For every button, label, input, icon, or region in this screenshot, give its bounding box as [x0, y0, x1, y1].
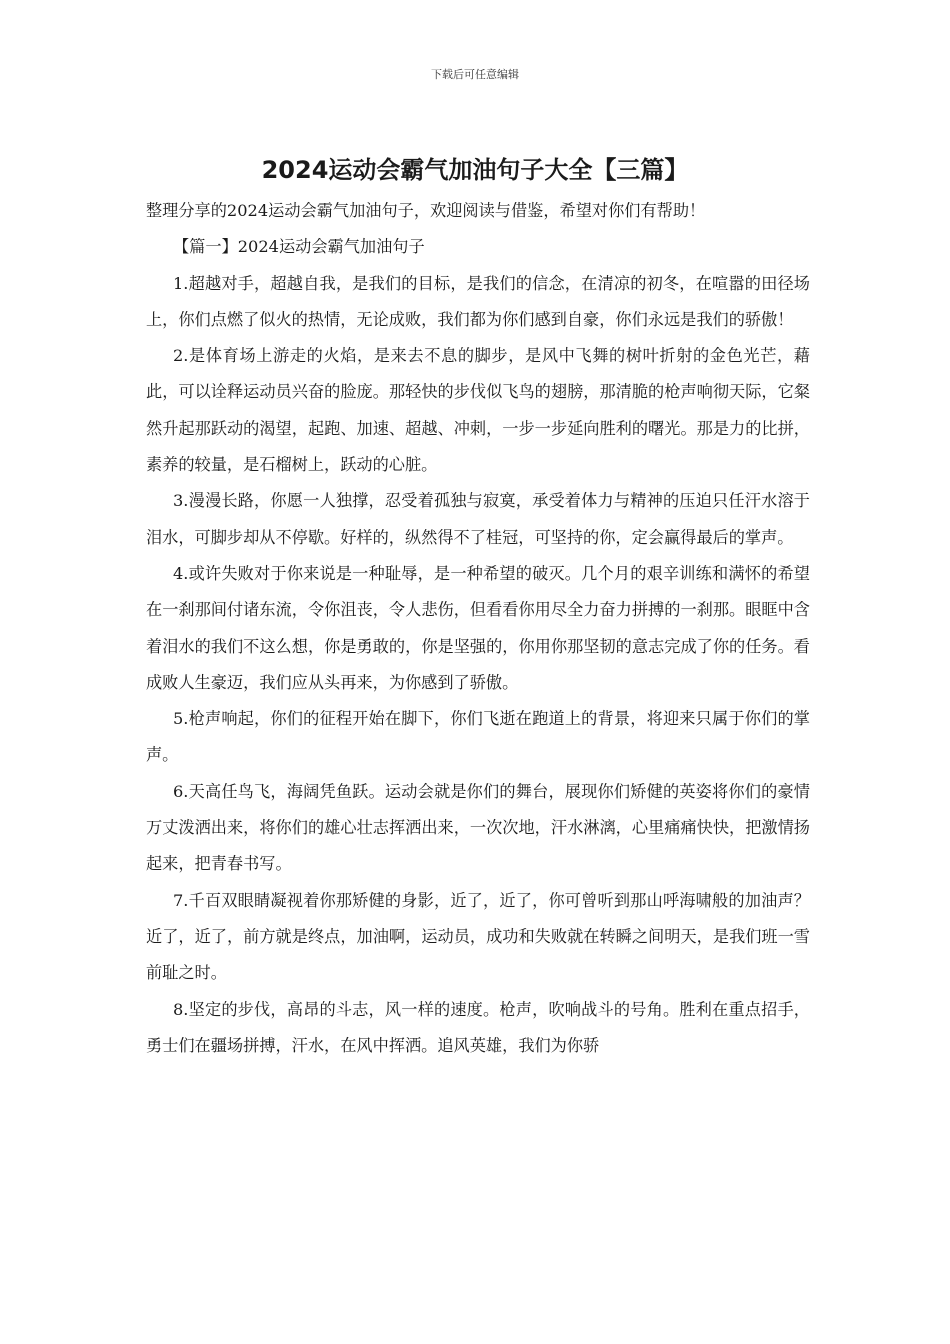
document-body	[146, 193, 810, 1064]
list-item: 3.漫漫长路，你愿一人独撑，忍受着孤独与寂寞，承受着体力与精神的压迫只任汗水溶于泪水，可脚步却从不停歇。好样的，纵然得不了桂冠，可坚持的你，定会赢得最后的掌声。	[146, 491, 810, 547]
list-item: 1.超越对手，超越自我，是我们的目标，是我们的信念，在清凉的初冬，在喧嚣的田径场上，你们点燃了似火的热情，无论成败，我们都为你们感到自豪，你们永远是我们的骄傲！	[146, 273, 810, 329]
list-item: 5.枪声响起，你们的征程开始在脚下，你们飞逝在跑道上的背景，将迎来只属于你们的掌声。	[146, 709, 810, 765]
list-item: 8.坚定的步伐，高昂的斗志，风一样的速度。枪声，吹响战斗的号角。胜利在重点招手，勇士们在疆场拼搏，汗水，在风中挥洒。追风英雄，我们为你骄	[146, 999, 810, 1055]
list-item: 6.天高任鸟飞，海阔凭鱼跃。运动会就是你们的舞台，展现你们矫健的英姿将你们的豪情万丈泼洒出来，将你们的雄心壮志挥洒出来，一次次地，汗水淋漓，心里痛痛快快，把激情扬起来，把青春书写。	[146, 781, 810, 874]
list-item: 2.是体育场上游走的火焰，是来去不息的脚步，是风中飞舞的树叶折射的金色光芒，藉此，可以诠释运动员兴奋的脸庞。那轻快的步伐似飞鸟的翅膀，那清脆的枪声响彻天际，它粲然升起那跃动的渴望，起跑、加速、超越、冲刺，一步一步延向胜利的曙光。那是力的比拼，素养的较量，是石榴树上，跃动的心脏。	[146, 346, 810, 475]
list-item: 4.或许失败对于你来说是一种耻辱，是一种希望的破灭。几个月的艰辛训练和满怀的希望在一刹那间付诸东流，令你沮丧，令人悲伤，但看看你用尽全力奋力拼搏的一刹那。眼眶中含着泪水的我们不这么想，你是勇敢的，你是坚强的，你用你那坚韧的意志完成了你的任务。看成败人生豪迈，我们应从头再来，为你感到了骄傲。	[146, 563, 810, 692]
page-header: 下载后可任意编辑	[431, 68, 519, 81]
section-heading: 【篇一】2024运动会霸气加油句子	[173, 237, 425, 257]
list-item: 7.千百双眼睛凝视着你那矫健的身影，近了，近了，你可曾听到那山呼海啸般的加油声？近了，近了，前方就是终点，加油啊，运动员，成功和失败就在转瞬之间明天，是我们班一雪前耻之时。	[146, 890, 810, 983]
document-title: 2024运动会霸气加油句子大全【三篇】	[261, 156, 689, 184]
intro-paragraph: 整理分享的2024运动会霸气加油句子，欢迎阅读与借鉴，希望对你们有帮助！	[146, 201, 706, 220]
